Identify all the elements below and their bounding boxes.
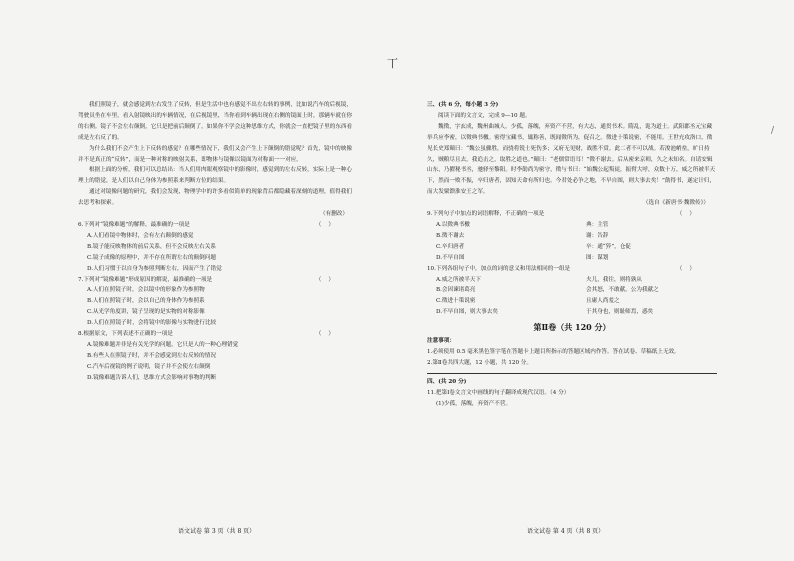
passage-paragraph: 我们照镜子，就会感觉到左右发生了反转，但是生活中也有感觉不出左右转的事例，比如说汽车的后视镜，驾驶员坐在车里，看入射镜映出的车辆情况，在后视镜里，当你看到车辆出现在右侧的镜面上时，那辆车就在你的右侧。镜子不会左右颠倒，它只是把前后颠倒了。如果你不学会这种思维方式，你就会一直把镜子里的东西看成是左右反了的。 <box>78 102 353 141</box>
option-c[interactable]: C.卒归唐者 <box>436 243 465 250</box>
page-footer: 语文试卷 第 4 页（共 8 页） <box>527 528 605 535</box>
option-a[interactable]: A.人们看镜中物体时，会有左右颠倒的感觉 <box>87 232 194 239</box>
option-d[interactable]: D.人们习惯于以自身为参照判断左右，因而产生了错觉 <box>87 265 222 272</box>
left-column <box>78 100 356 384</box>
section-3-title: 三、(共 6 分，每小题 3 分) <box>427 102 499 108</box>
notice-item: 1.必须使用 0.5 毫米黑色签字笔在答题卡上题目所指示的答题区域内作答。答在试卷、草稿纸上无效。 <box>427 349 680 356</box>
option-a-pair: 夫儿，我往，则将孰从 <box>586 276 642 283</box>
option-c-gloss: 卒：通“猝”，仓促 <box>586 243 631 250</box>
passage-paragraph: 通过对镜像问题的研究，我们会发现，物理学中的许多看似简单的现象背后都隐藏着深刻的道理，值得我们去思考和探索。 <box>78 189 352 207</box>
option-c[interactable]: C.镜子成像的原理中，并不存在所谓左右的颠倒问题 <box>87 254 216 261</box>
notice-item: 2.第Ⅱ卷共四大题，12 小题，共 120 分。 <box>427 359 532 366</box>
option-b-gloss: 谢：告辞 <box>586 232 609 239</box>
question-9 <box>427 209 717 264</box>
option-b[interactable]: B.会因谏诸葛亮 <box>436 287 476 294</box>
question-11: 11.把第Ⅰ卷文言文中画线的句子翻译成现代汉语。（4 分） <box>427 389 570 396</box>
question-11-sub: (1)少孤，落魄，弃资产不营。 <box>436 400 512 407</box>
option-grid <box>427 220 717 264</box>
option-d-pair: 于其身也，则耻师焉，惑矣 <box>586 309 654 316</box>
option-b[interactable]: B.人们在照镜子时，会以自己的身体作为参照系 <box>87 298 205 305</box>
answer-paren[interactable]: （ ） <box>315 221 334 228</box>
question-10 <box>427 264 717 319</box>
passage-source: （选自《新唐书·魏徵传》） <box>642 200 709 207</box>
option-b[interactable]: B.镜子能反映物体的前后关系，但不会反映左右关系 <box>87 243 216 250</box>
option-d[interactable]: D.不早自图 <box>436 254 465 261</box>
option-d[interactable]: D.人们在照镜子时，会将镜中的影像与实物进行比较 <box>87 320 217 327</box>
center-fold-mark: 丅 <box>387 57 398 70</box>
classical-passage: 魏徵，字玄成，魏州曲城人。少孤，落魄，弃资产不营，有大志，通贯书术。隋乱，诡为道士。武阳郡丞元宝藏举兵应李密，以徵典书檄。密得宝藏书，辄称善，既闻徵所为，促召之。徵进十策说密，不能用。王世充攻洛口，徵见长史郑颋曰：“魏公虽骤胜，而骁将锐士死伤多；又府无见财，战胜不赏。此二者不可以战。若浚池峭垒，旷日持久，贼粮尽且去，我追击之，取胜之道也。”颋曰：“老儒常语耳！”徵不谢去。后从密来京师，久之未知名。自请安辑山东，乃擢秘书丞，驰驿至黎阳。时李勣尚为密守，徵与书曰：“始魏公起叛徒，振臂大呼，众数十万，威之所被半天下，然而一败不振，卒归唐者，固知天命有所归也。今君处必争之地，不早自图，则大事去矣！”勣得书，遂定计归，而大发粟馈淮安王之军。 <box>427 123 716 196</box>
option-b-pair: 会其怒，不敢献，公为我献之 <box>586 287 659 294</box>
question-stem: 6.下列对“镜像难题”的解释，最准确的一项是 <box>78 221 190 228</box>
answer-paren[interactable]: （ ） <box>676 265 695 272</box>
option-d[interactable]: D.镜像难题告诉人们，思维方式会影响对事物的判断 <box>87 374 217 381</box>
answer-paren[interactable]: （ ） <box>315 331 334 338</box>
option-c[interactable]: C.汽车后视镜的例子说明，镜子并不会使左右颠倒 <box>87 363 211 370</box>
divider <box>427 373 717 374</box>
option-a[interactable]: A.人们在照镜子时，会以镜中的形象作为参照物 <box>87 287 205 294</box>
option-d[interactable]: D.不早自图，则大事去矣 <box>436 309 499 316</box>
question-stem: 9.下列句子中加点的词语解释，不正确的一项是 <box>427 211 545 218</box>
question-7 <box>78 275 356 330</box>
passage-paragraph: 为什么我们不会产生上下反转的感觉？在哪些情况下，我们又会产生上下颠倒的错觉呢？首先，镜中的映像并不是真正的“反转”，而是一种对称的映射关系，即物体与镜像以镜面为对称面一一对应。 <box>78 145 352 163</box>
option-a[interactable]: A.以徵典书檄 <box>436 221 470 228</box>
question-stem: 10.下列各组句子中，加点的词的意义和用法相同的一组是 <box>427 265 571 272</box>
option-c-pair: 且庸人尚羞之 <box>586 298 620 305</box>
passage-source: （有删改） <box>320 211 348 218</box>
question-8 <box>78 329 356 384</box>
exam-page-4 <box>397 0 794 561</box>
option-a[interactable]: A.镜像难题并非是有关光学的问题，它只是人的一种心理错觉 <box>87 341 239 348</box>
question-stem: 8.根据原文，下列表述不正确的一项是 <box>78 331 173 338</box>
option-b[interactable]: B.徵不谢去 <box>436 232 465 239</box>
option-c[interactable]: C.徵进十策说密 <box>436 298 476 305</box>
question-stem: 7.下列对“镜像难题”形成原因的解说，最准确的一项是 <box>78 276 213 283</box>
edge-scan-mark: / <box>771 126 775 136</box>
section-4-title: 四、(共 20 分) <box>427 378 467 385</box>
option-a[interactable]: A.威之所被半天下 <box>436 276 481 283</box>
reading-intro: 阅读下面的文言文，完成 9—10 题。 <box>438 112 531 119</box>
passage-paragraph: 根据上面的分析，我们可以总结出：当人们用肉眼观察镜中的影像时，感觉到的左右反转，实际上是一种心理上的错觉，是人们以自己身体为参照系来判断方位的结果。 <box>78 167 352 185</box>
option-b[interactable]: B.有些人在照镜子时，并不会感觉到左右反转的情况 <box>87 352 216 359</box>
page-footer: 语文试卷 第 3 页（共 8 页） <box>178 528 256 535</box>
option-grid <box>427 275 717 319</box>
answer-paren[interactable]: （ ） <box>676 211 695 218</box>
part-2-title: 第Ⅱ卷（共 120 分） <box>533 322 611 333</box>
option-d-gloss: 图：谋划 <box>586 254 609 261</box>
answer-paren[interactable]: （ ） <box>315 276 334 283</box>
notice-title: 注意事项： <box>427 338 455 345</box>
option-a-gloss: 典：主管 <box>586 221 609 228</box>
option-c[interactable]: C.从光学角度讲，镜子呈现的是实物的对称影像 <box>87 309 205 316</box>
question-6 <box>78 220 356 275</box>
right-column <box>427 100 717 410</box>
